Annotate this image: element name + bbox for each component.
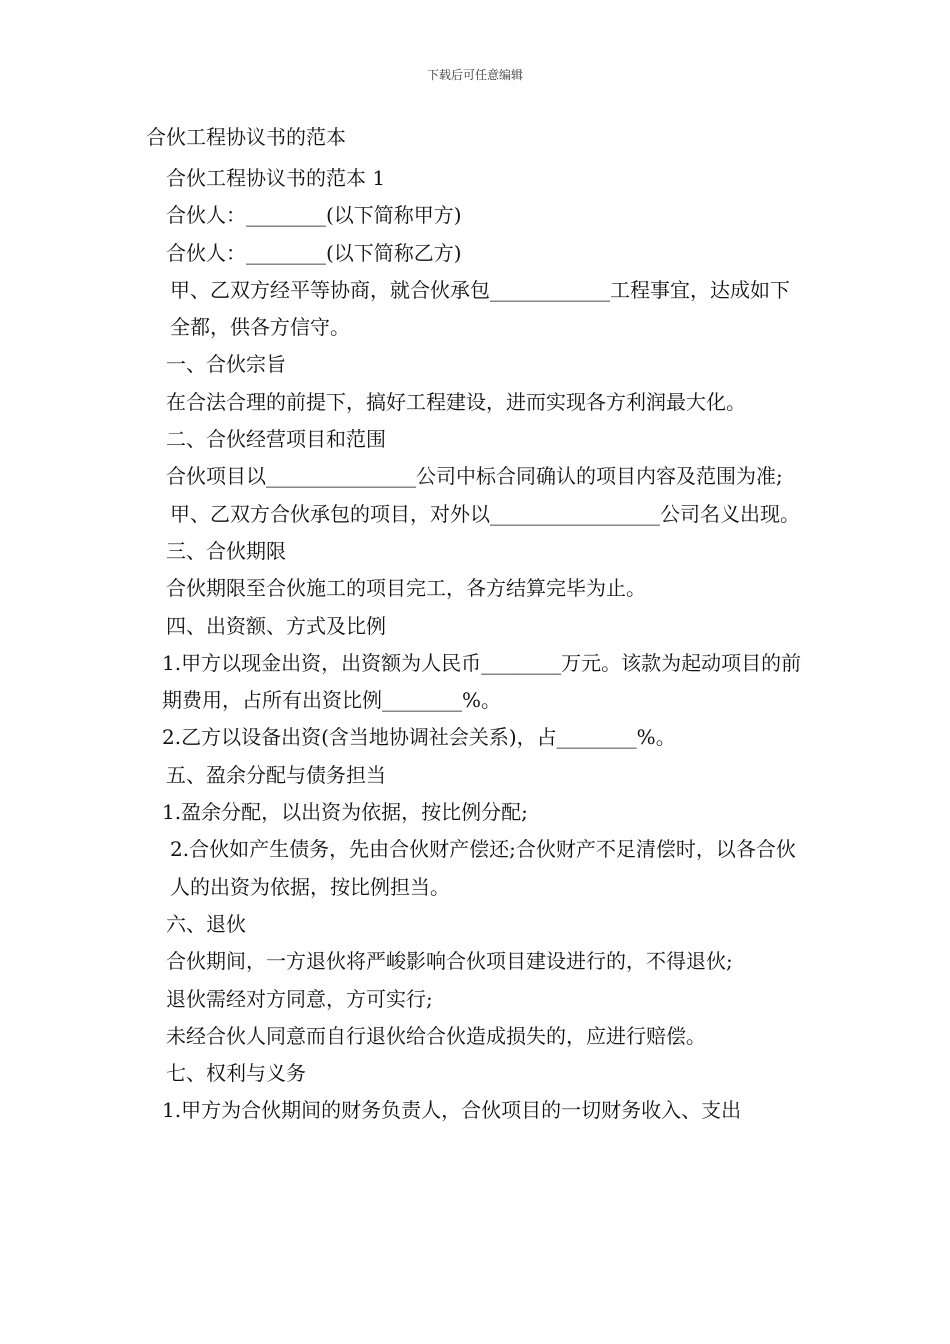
party-a-line: 合伙人：________(以下简称甲方) bbox=[166, 203, 462, 228]
preamble-paragraph: 甲、乙双方经平等协商，就合伙承包____________工程事宜，达成如下全都，供各方信守。 bbox=[170, 277, 790, 340]
party-b-line: 合伙人：________(以下简称乙方) bbox=[166, 240, 462, 265]
section-2-text-1: 合伙项目以_______________公司中标合同确认的项目内容及范围为准; bbox=[166, 464, 783, 489]
page-header-note: 下载后可任意编辑 bbox=[426, 68, 523, 82]
section-7-item-1: 1.甲方为合伙期间的财务负责人，合伙项目的一切财务收入、支出 bbox=[162, 1098, 742, 1123]
section-6-text-2: 退伙需经对方同意，方可实行; bbox=[166, 986, 433, 1011]
section-5-item-1: 1.盈余分配，以出资为依据，按比例分配; bbox=[162, 800, 528, 825]
document-body bbox=[146, 160, 806, 1130]
section-6-text-3: 未经合伙人同意而自行退伙给合伙造成损失的，应进行赔偿。 bbox=[166, 1023, 706, 1048]
section-heading-1: 一、合伙宗旨 bbox=[166, 352, 286, 377]
section-2-text-2: 甲、乙双方合伙承包的项目，对外以_________________公司名义出现。 bbox=[170, 501, 800, 526]
section-3-text: 合伙期限至合伙施工的项目完工，各方结算完毕为止。 bbox=[166, 576, 646, 601]
section-heading-2: 二、合伙经营项目和范围 bbox=[166, 427, 386, 452]
section-heading-5: 五、盈余分配与债务担当 bbox=[166, 762, 386, 787]
section-4-item-1: 1.甲方以现金出资，出资额为人民币________万元。该款为起动项目的前期费用，占所有出资比例________%。 bbox=[162, 650, 802, 713]
document-title: 合伙工程协议书的范本 bbox=[146, 125, 346, 149]
subtitle: 合伙工程协议书的范本 1 bbox=[166, 166, 386, 190]
section-1-text: 在合法合理的前提下，搞好工程建设，进而实现各方利润最大化。 bbox=[166, 389, 746, 414]
section-heading-3: 三、合伙期限 bbox=[166, 538, 286, 563]
section-6-text-1: 合伙期间，一方退伙将严峻影响合伙项目建设进行的，不得退伙; bbox=[166, 949, 733, 974]
section-4-item-2: 2.乙方以设备出资(含当地协调社会关系)，占________%。 bbox=[162, 725, 676, 750]
section-heading-6: 六、退伙 bbox=[166, 911, 246, 936]
section-5-item-2: 2.合伙如产生债务，先由合伙财产偿还;合伙财产不足清偿时，以各合伙人的出资为依据，按比例担当。 bbox=[170, 837, 796, 899]
section-heading-4: 四、出资额、方式及比例 bbox=[166, 613, 386, 638]
section-heading-7: 七、权利与义务 bbox=[166, 1061, 306, 1086]
